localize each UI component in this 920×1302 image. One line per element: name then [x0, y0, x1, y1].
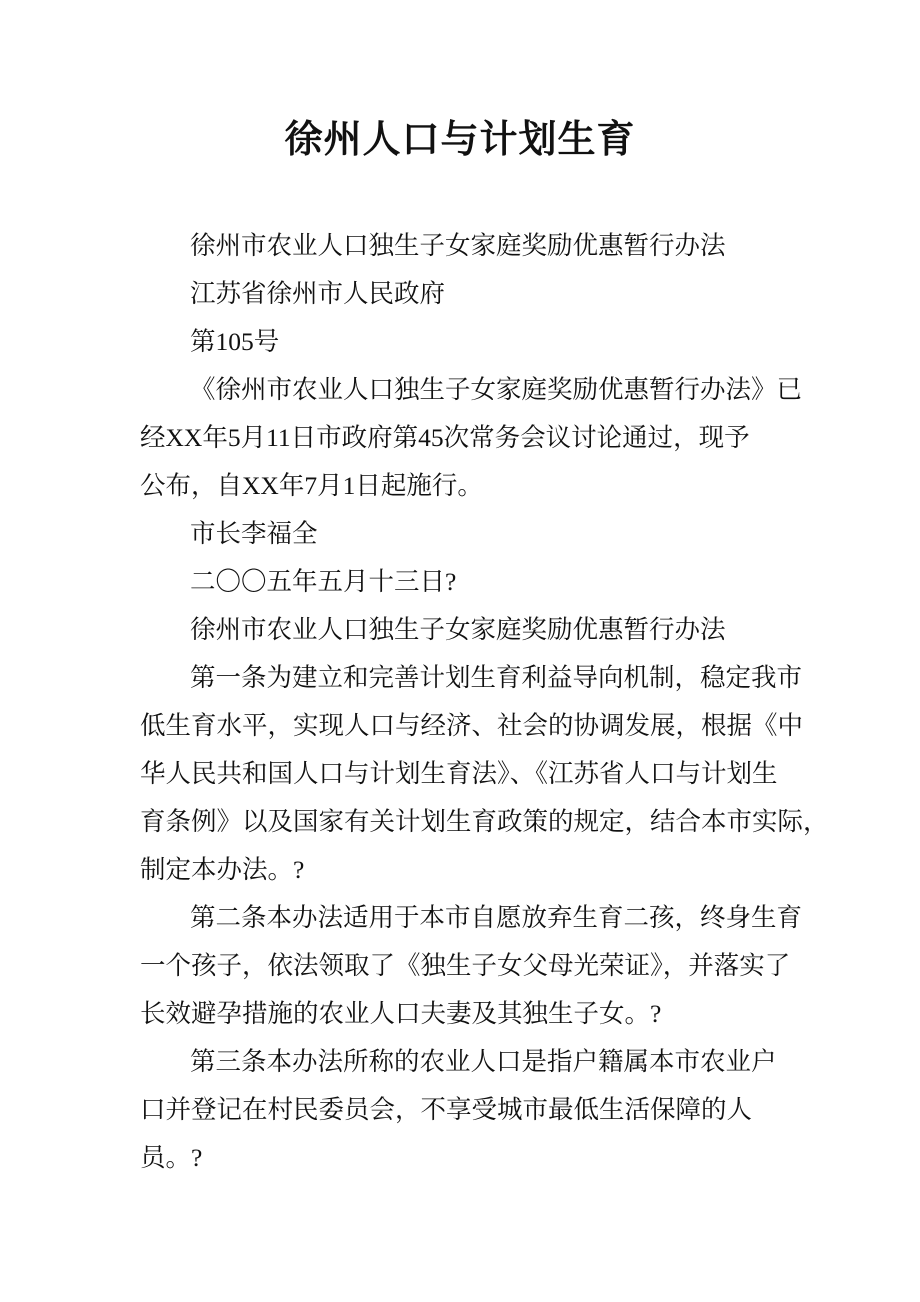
- paragraph-line: 员。?: [140, 1143, 203, 1172]
- paragraph: [140, 558, 785, 606]
- paragraph-line: 市长李福全: [190, 519, 318, 548]
- paragraph: [140, 318, 785, 366]
- paragraph: [140, 366, 803, 510]
- paragraph-line: 低生育水平，实现人口与经济、社会的协调发展，根据《中: [140, 711, 804, 740]
- paragraph-line: 二〇〇五年五月十三日?: [190, 567, 457, 596]
- paragraph-line: 经XX年5月11日市政府第45次常务会议讨论通过，现予: [140, 423, 750, 452]
- paragraph-line: 徐州市农业人口独生子女家庭奖励优惠暂行办法: [190, 615, 726, 644]
- document-title: 徐州人口与计划生育: [284, 119, 636, 161]
- paragraph-line: 第一条为建立和完善计划生育利益导向机制，稳定我市: [190, 663, 803, 692]
- paragraph-line: 华人民共和国人口与计划生育法》、《江苏省人口与计划生: [140, 759, 778, 788]
- paragraph-line: 一个孩子，依法领取了《独生子女父母光荣证》，并落实了: [140, 951, 791, 980]
- paragraph: [140, 1038, 785, 1182]
- paragraph-line: 口并登记在村民委员会，不享受城市最低生活保障的人: [140, 1095, 753, 1124]
- paragraph: [140, 270, 785, 318]
- paragraph-line: 《徐州市农业人口独生子女家庭奖励优惠暂行办法》已: [190, 375, 803, 404]
- paragraph-line: 徐州市农业人口独生子女家庭奖励优惠暂行办法: [190, 231, 726, 260]
- paragraph: [140, 510, 785, 558]
- paragraph-line: 第二条本办法适用于本市自愿放弃生育二孩，终身生育: [190, 903, 803, 932]
- paragraph: [140, 606, 785, 654]
- paragraph-line: 江苏省徐州市人民政府: [190, 279, 446, 308]
- paragraph-line: 育条例》以及国家有关计划生育政策的规定，结合本市实际，: [140, 807, 829, 836]
- paragraph: [140, 894, 803, 1038]
- paragraph: [140, 654, 829, 894]
- paragraph-line: 第105号: [190, 327, 280, 356]
- paragraph-line: 制定本办法。?: [140, 855, 305, 884]
- paragraph-line: 长效避孕措施的农业人口夫妻及其独生子女。?: [140, 999, 662, 1028]
- paragraph: [140, 222, 785, 270]
- paragraph-line: 第三条本办法所称的农业人口是指户籍属本市农业户: [190, 1047, 777, 1076]
- paragraph-line: 公布，自XX年7月1日起施行。: [140, 471, 483, 500]
- document-body: [140, 222, 829, 1182]
